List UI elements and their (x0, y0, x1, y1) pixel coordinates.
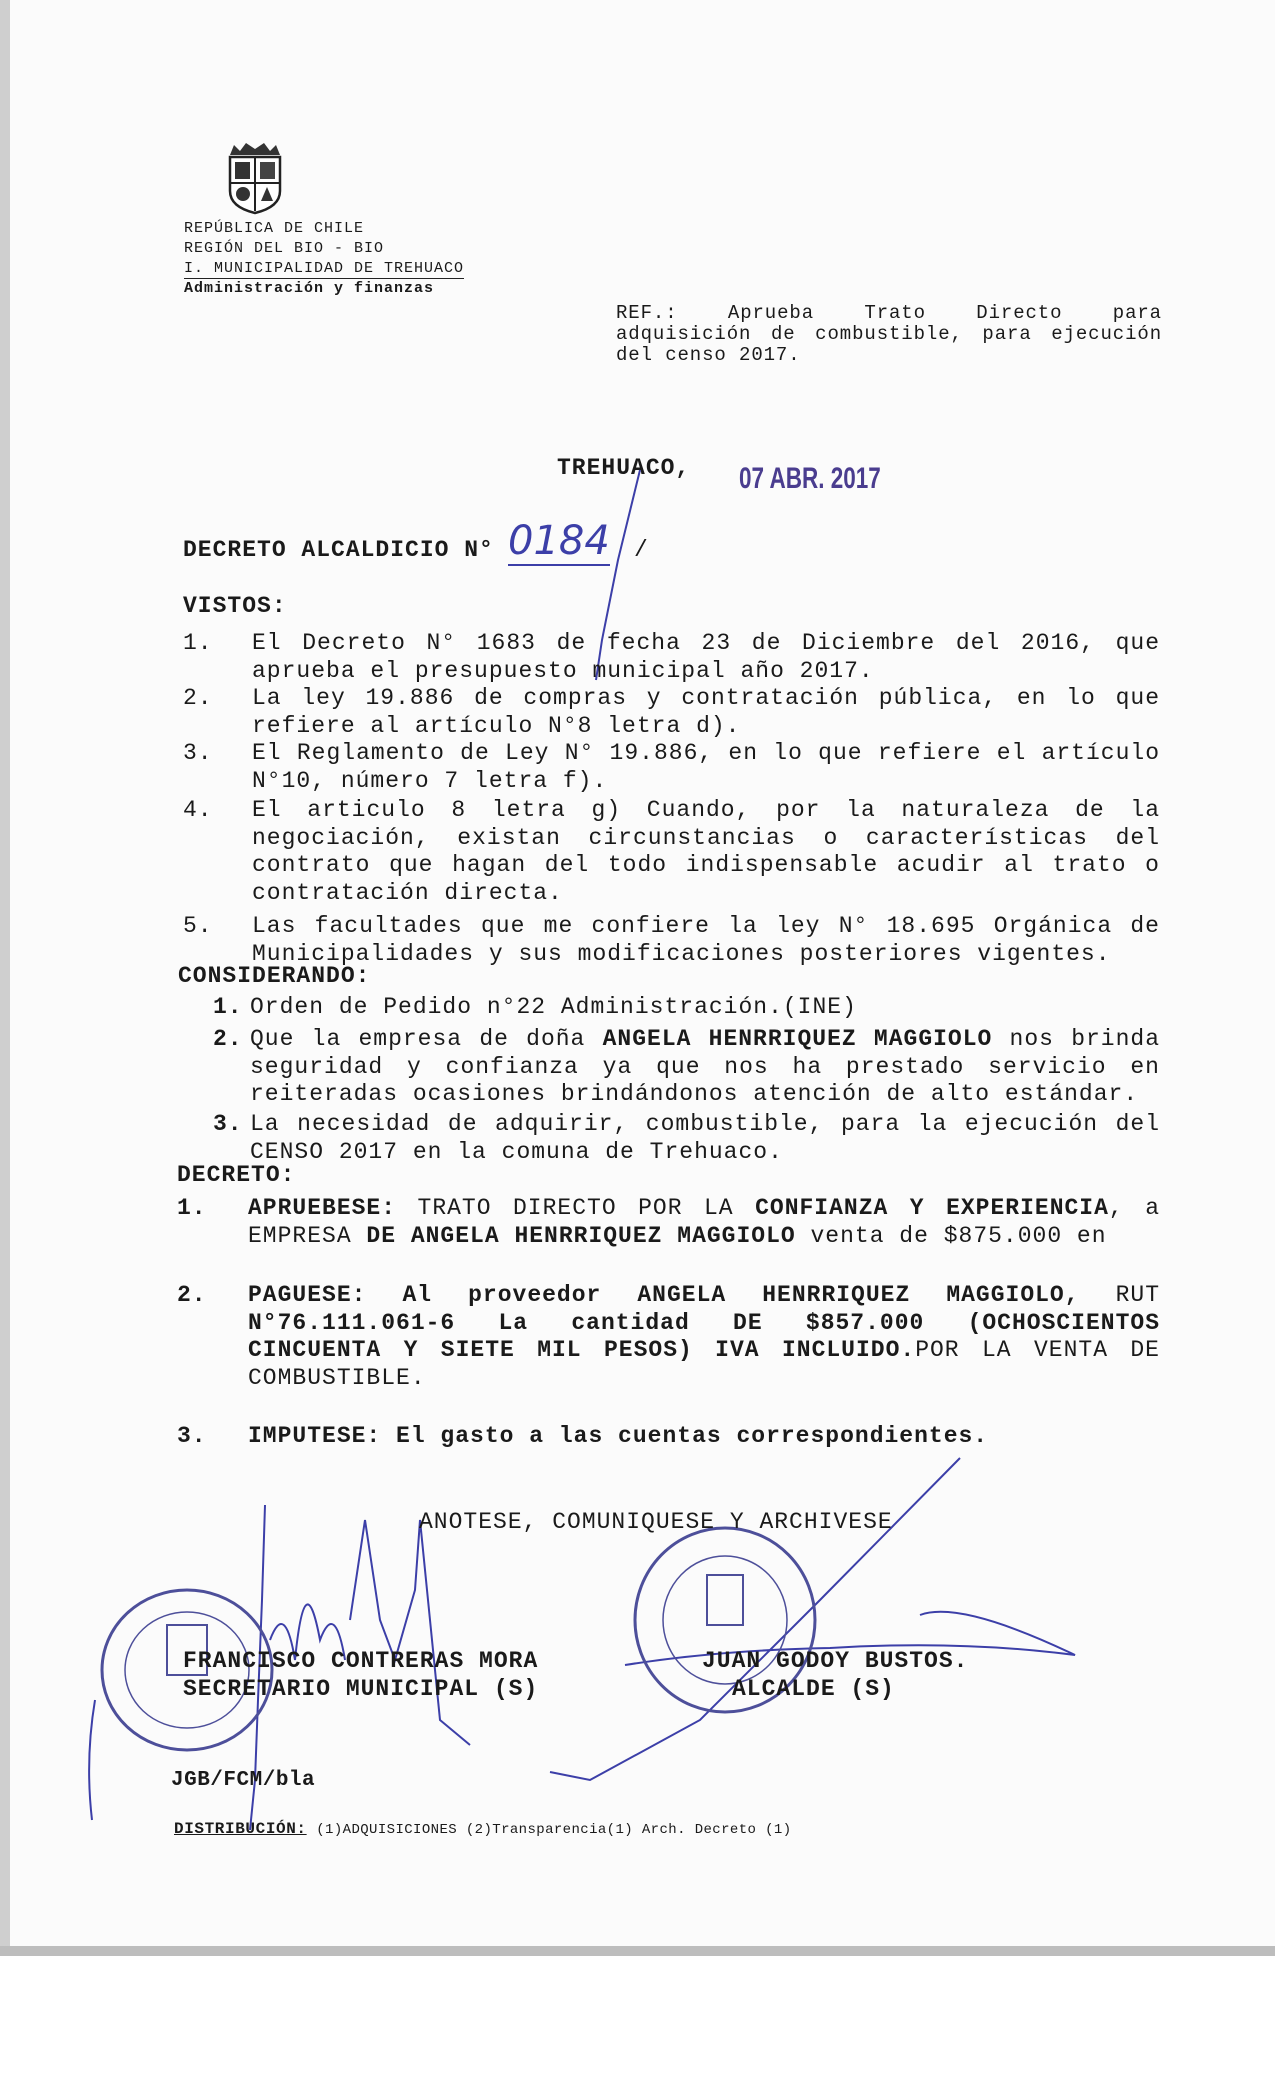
closing-formula: ANOTESE, COMUNIQUESE Y ARCHIVESE (419, 1509, 893, 1535)
vistos-item-line (252, 852, 1160, 880)
text-segment: contratación directa. (252, 879, 563, 906)
vistos-item-number: 3. (183, 740, 213, 766)
bold-text-segment: IMPUTESE: El gasto a las cuentas correspondientes. (248, 1423, 989, 1449)
considerando-item-line (250, 1111, 1160, 1139)
secretary-title: SECRETARIO MUNICIPAL (S) (183, 1676, 539, 1702)
considerando-item-line (250, 994, 857, 1022)
text-segment: negociación, existan circunstancias o características del (252, 824, 1160, 851)
decreto-item-line (248, 1310, 1160, 1338)
bold-text-segment: N°76.111.061-6 La cantidad DE $857.000 (OCHOSCIENTOS (248, 1309, 1160, 1336)
decreto-heading: DECRETO: (177, 1162, 296, 1188)
place-label: TREHUACO, (557, 455, 691, 481)
text-segment: reiteradas ocasiones brindándonos atención de alto estándar. (250, 1081, 1139, 1107)
bold-text-segment: CONFIANZA Y EXPERIENCIA (755, 1195, 1109, 1221)
text-segment: nos brinda (992, 1026, 1161, 1052)
considerando-item-line (250, 1081, 1138, 1109)
vistos-item-number: 4. (183, 797, 213, 823)
decreto-item-line (248, 1223, 1107, 1251)
vistos-item-line (252, 768, 607, 796)
distribution-list: (1)ADQUISICIONES (2)Transparencia(1) Arch. Decreto (1) (316, 1822, 792, 1838)
vistos-item-line (252, 825, 1160, 853)
text-segment: venta de $875.000 en (795, 1222, 1107, 1249)
vistos-item-line (252, 880, 563, 908)
decree-number-handwritten: 0184 (508, 518, 610, 564)
decreto-item-line (248, 1365, 426, 1393)
decreto-item-number: 3. (177, 1423, 207, 1449)
text-segment: La necesidad de adquirir, combustible, para la ejecución del (250, 1111, 1160, 1137)
ref-line: REF.: Aprueba Trato Directo para (616, 302, 1162, 324)
bold-text-segment: PAGUESE: Al proveedor ANGELA HENRRIQUEZ MAGGIOLO, (248, 1282, 1080, 1308)
letterhead-department: Administración y finanzas (184, 280, 435, 297)
letterhead-municipality: I. MUNICIPALIDAD DE TREHUACO (184, 260, 465, 277)
considerando-item-number: 1. (213, 994, 243, 1020)
text-segment: El Decreto N° 1683 de fecha 23 de Diciembre del 2016, que (252, 630, 1160, 656)
distribution (174, 1820, 792, 1838)
ref-line: adquisición de combustible, para ejecución (616, 323, 1162, 345)
distribution-label: DISTRIBUCIÓN: (174, 1820, 307, 1838)
decreto-item-number: 1. (177, 1195, 207, 1221)
vistos-item-number: 2. (183, 685, 213, 711)
vistos-item-number: 1. (183, 630, 213, 656)
text-segment: La ley 19.886 de compras y contratación pública, en lo que (252, 685, 1160, 711)
vistos-item-line (252, 740, 1160, 768)
bold-text-segment: DE ANGELA HENRRIQUEZ MAGGIOLO (366, 1222, 796, 1249)
text-segment: seguridad y confianza ya que nos ha prestado servicio en (250, 1053, 1160, 1080)
bold-text-segment: ANGELA HENRRIQUEZ MAGGIOLO (602, 1026, 993, 1052)
text-segment: El articulo 8 letra g) Cuando, por la naturaleza de la (252, 797, 1160, 823)
text-segment: RUT (1079, 1282, 1161, 1308)
decreto-item-line (248, 1337, 1160, 1365)
vistos-item-line (252, 685, 1160, 713)
vistos-item-number: 5. (183, 913, 213, 939)
text-segment: CENSO 2017 en la comuna de Trehuaco. (250, 1138, 783, 1165)
letterhead-region: REGIÓN DEL BIO - BIO (184, 240, 385, 257)
text-segment: TRATO DIRECTO POR LA (396, 1195, 756, 1221)
text-segment: Orden de Pedido n°22 Administración.(INE) (250, 994, 857, 1020)
considerando-item-number: 2. (213, 1026, 243, 1052)
text-segment: Que la empresa de doña (250, 1026, 603, 1052)
decreto-item-line (248, 1282, 1160, 1310)
decree-slash: / (634, 537, 649, 563)
text-segment: N°10, número 7 letra f). (252, 767, 608, 794)
decree-title: DECRETO ALCALDICIO N° (183, 537, 494, 563)
vistos-item-line (252, 630, 1160, 658)
text-segment: Municipalidades y sus modificaciones posteriores vigentes. (252, 940, 1111, 967)
considerando-heading: CONSIDERANDO: (178, 963, 371, 989)
text-segment: , a (1108, 1195, 1160, 1221)
vistos-heading: VISTOS: (183, 593, 287, 619)
letterhead-country: REPÚBLICA DE CHILE (184, 220, 365, 237)
vistos-item-line (252, 658, 874, 686)
text-segment: refiere al artículo N°8 letra d). (252, 712, 741, 739)
text-segment: aprueba el presupuesto municipal año 2017. (252, 657, 874, 684)
vistos-item-line (252, 913, 1160, 941)
initials: JGB/FCM/bla (171, 1769, 316, 1792)
considerando-item-line (250, 1054, 1160, 1082)
mayor-name: JUAN GODOY BUSTOS. (702, 1648, 969, 1674)
vistos-item-line (252, 797, 1160, 825)
mayor-title: ALCALDE (S) (732, 1676, 895, 1702)
bold-text-segment: APRUEBESE: (248, 1195, 397, 1221)
vistos-item-line (252, 713, 740, 741)
text-segment: contrato que hagan del todo indispensable acudir al trato o (252, 852, 1160, 878)
date-stamp: 07 ABR. 2017 (739, 462, 881, 495)
text-segment: EMPRESA (248, 1222, 367, 1249)
ref-line: del censo 2017. (616, 344, 801, 366)
text-segment: POR LA VENTA DE (915, 1337, 1160, 1363)
considerando-item-line (250, 1026, 1160, 1054)
decreto-item-line (248, 1423, 988, 1451)
decreto-item-line (248, 1195, 1160, 1223)
considerando-item-line (250, 1139, 783, 1167)
considerando-item-number: 3. (213, 1111, 243, 1137)
text-segment: COMBUSTIBLE. (248, 1364, 426, 1391)
decreto-item-number: 2. (177, 1282, 207, 1308)
secretary-name: FRANCISCO CONTRERAS MORA (183, 1648, 539, 1674)
bold-text-segment: CINCUENTA Y SIETE MIL PESOS) IVA INCLUIDO. (248, 1337, 916, 1363)
text-segment: Las facultades que me confiere la ley N° 18.695 Orgánica de (252, 913, 1160, 939)
vistos-item-line (252, 941, 1111, 969)
text-segment: El Reglamento de Ley N° 19.886, en lo que refiere el artículo (252, 740, 1160, 766)
